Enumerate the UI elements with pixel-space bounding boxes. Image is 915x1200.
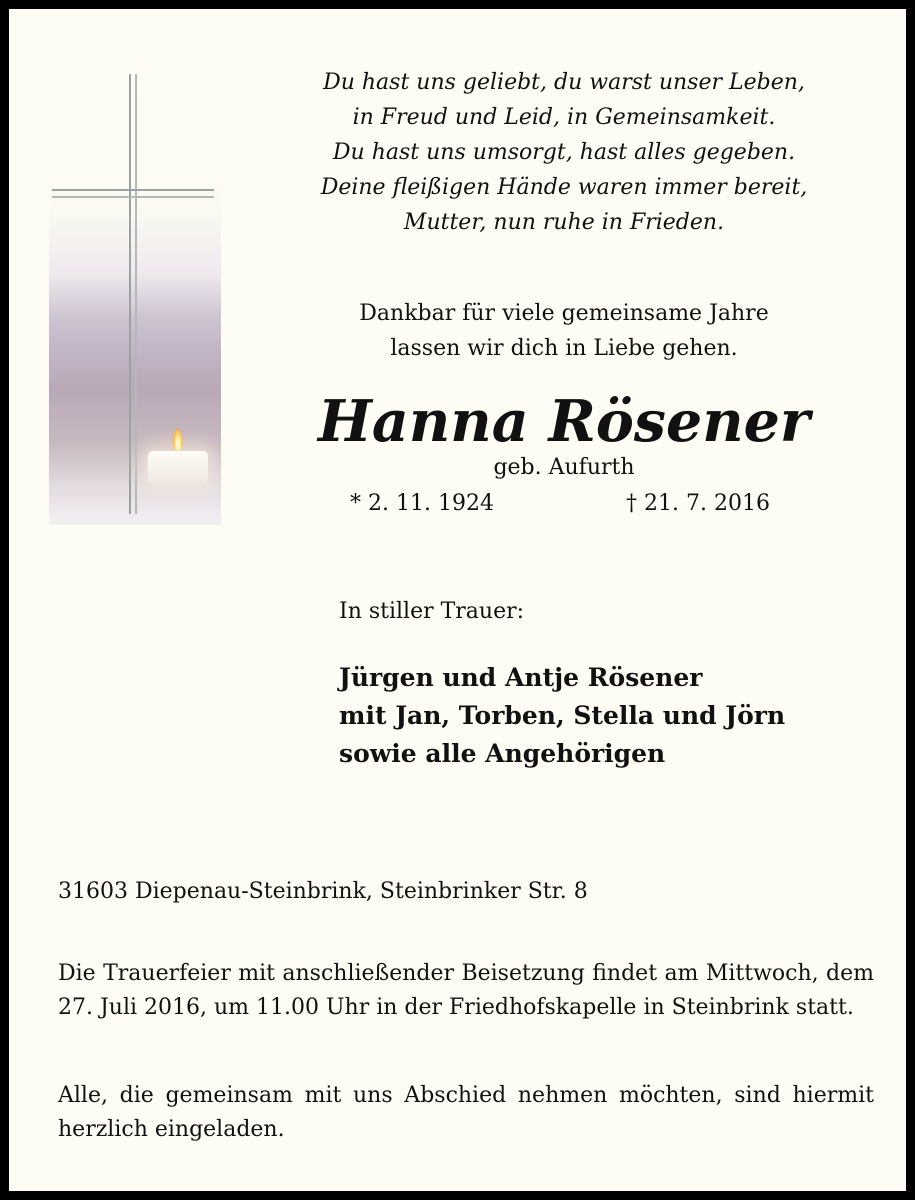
intro-text [259, 296, 869, 366]
intro-line: lassen wir dich in Liebe gehen. [390, 336, 738, 361]
intro-line: Dankbar für viele gemeinsame Jahre [359, 301, 769, 326]
poem-line: Du hast uns geliebt, du warst unser Leben, [323, 70, 805, 95]
cross-icon-inner [135, 74, 137, 514]
funeral-notice: Die Trauerfeier mit anschließender Beisetzung findet am Mittwoch, dem 27. Juli 2016, um 11.00 Uhr in der Friedhofskapelle in Steinbrink statt. [58, 961, 874, 1020]
cross-bar-inner [52, 196, 214, 198]
poem-line: in Freud und Leid, in Gemeinsamkeit. [352, 105, 776, 130]
flame-icon [173, 429, 183, 451]
family-line: mit Jan, Torben, Stella und Jörn [339, 701, 786, 730]
cross-candle-image [49, 69, 221, 525]
birth-date: * 2. 11. 1924 [350, 491, 494, 516]
family-list [339, 659, 785, 773]
poem [239, 65, 889, 240]
address: 31603 Diepenau-Steinbrink, Steinbrinker Str. 8 [58, 879, 588, 904]
cross-bar [52, 189, 214, 191]
poem-line: Du hast uns umsorgt, hast alles gegeben. [332, 140, 796, 165]
poem-line: Mutter, nun ruhe in Frieden. [403, 210, 725, 235]
family-line: Jürgen und Antje Rösener [339, 663, 703, 692]
mourning-label: In stiller Trauer: [339, 599, 525, 624]
poem-line: Deine fleißigen Hände waren immer bereit, [320, 175, 808, 200]
maiden-name: geb. Aufurth [493, 455, 635, 480]
cross-icon [129, 74, 131, 514]
candle-icon [148, 451, 208, 483]
invitation-text: Alle, die gemeinsam mit uns Abschied nehmen möchten, sind hiermit herzlich eingeladen. [58, 1083, 874, 1142]
death-date: † 21. 7. 2016 [626, 491, 770, 516]
obituary-notice [9, 9, 906, 1191]
deceased-name: Hanna Rösener [318, 388, 810, 455]
family-line: sowie alle Angehörigen [339, 739, 666, 768]
